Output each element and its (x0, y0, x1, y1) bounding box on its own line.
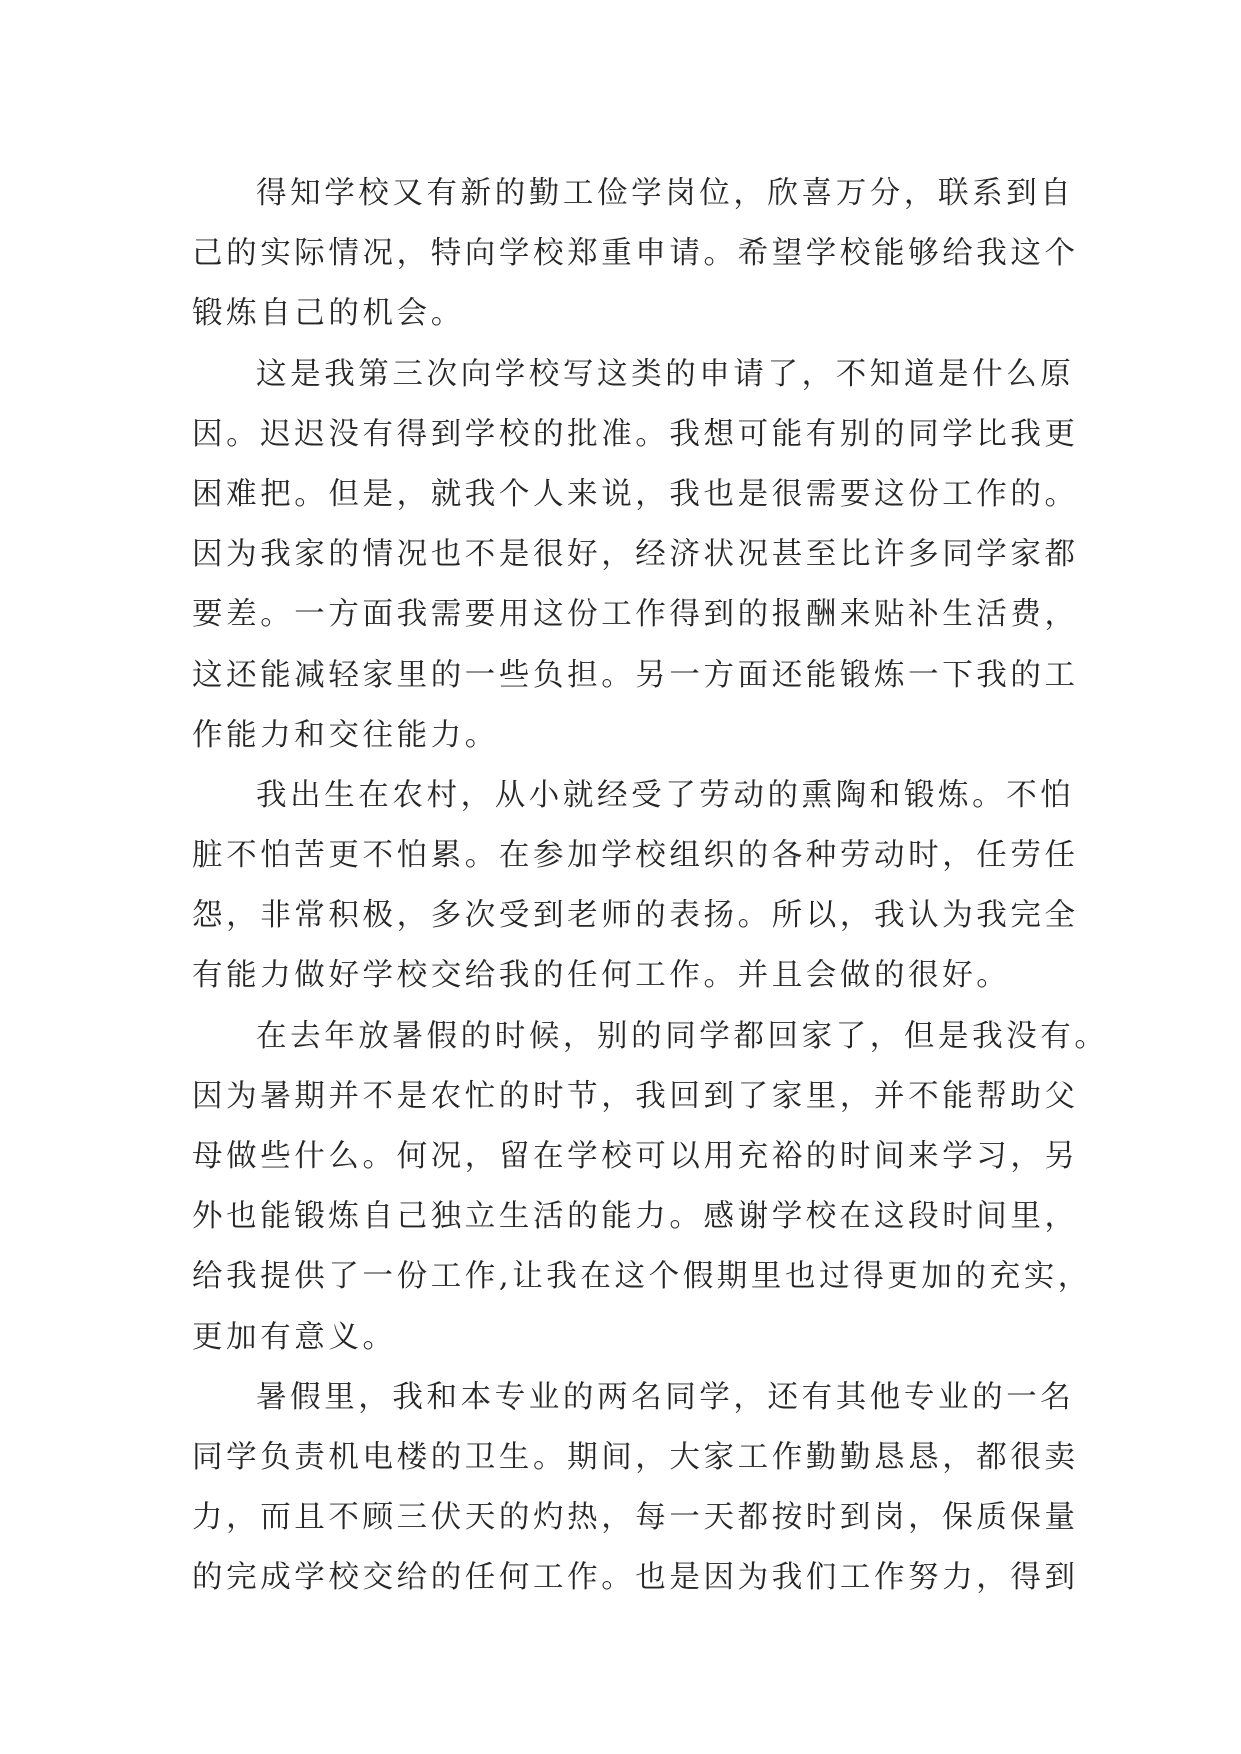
text-line: 这还能减轻家里的一些负担。另一方面还能锻炼一下我的工 (192, 657, 1079, 693)
text-line: 得知学校又有新的勤工俭学岗位，欣喜万分，联系到自 (256, 176, 1075, 211)
text-line: 有能力做好学校交给我的任何工作。并且会做的很好。 (192, 958, 1011, 994)
text-line: 这是我第三次向学校写这类的申请了，不知道是什么原 (256, 356, 1075, 392)
text-line: 己的实际情况，特向学校郑重申请。希望学校能够给我这个 (192, 236, 1079, 272)
text-line: 同学负责机电楼的卫生。期间，大家工作勤勤恳恳，都很卖 (192, 1439, 1079, 1475)
text-line: 更加有意义。 (192, 1319, 397, 1355)
text-line: 要差。一方面我需要用这份工作得到的报酬来贴补生活费， (192, 597, 1079, 633)
paragraph-2 (192, 345, 1079, 766)
text-line: 困难把。但是，就我个人来说，我也是很需要这份工作的。 (192, 476, 1079, 512)
paragraph-4 (192, 1007, 1109, 1368)
text-line: 母做些什么。何况，留在学校可以用充裕的时间来学习，另 (192, 1139, 1079, 1174)
text-line: 因为我家的情况也不是很好，经济状况甚至比许多同学家都 (192, 537, 1079, 573)
text-line: 作能力和交往能力。 (192, 717, 499, 753)
text-line: 暑假里，我和本专业的两名同学，还有其他专业的一名 (256, 1379, 1075, 1415)
text-line: 给我提供了一份工作,让我在这个假期里也过得更加的充实， (192, 1259, 1092, 1295)
text-line: 锻炼自己的机会。 (192, 296, 465, 332)
document-body (192, 164, 1109, 1609)
paragraph-3 (192, 766, 1079, 1007)
paragraph-1 (192, 164, 1079, 345)
text-line: 在去年放暑假的时候，别的同学都回家了，但是我没有。 (256, 1018, 1109, 1054)
text-line: 怨，非常积极，多次受到老师的表扬。所以，我认为我完全 (192, 898, 1079, 934)
text-line: 我出生在农村，从小就经受了劳动的熏陶和锻炼。不怕 (256, 777, 1075, 813)
text-line: 力，而且不顾三伏天的灼热，每一天都按时到岗，保质保量 (192, 1500, 1079, 1536)
text-line: 外也能锻炼自己独立生活的能力。感谢学校在这段时间里， (192, 1199, 1079, 1235)
text-line: 的完成学校交给的任何工作。也是因为我们工作努力，得到 (192, 1560, 1079, 1596)
paragraph-5 (192, 1368, 1079, 1609)
text-line: 脏不怕苦更不怕累。在参加学校组织的各种劳动时，任劳任 (192, 838, 1079, 874)
text-line: 因。迟迟没有得到学校的批准。我想可能有别的同学比我更 (192, 416, 1079, 452)
text-line: 因为暑期并不是农忙的时节，我回到了家里，并不能帮助父 (192, 1078, 1079, 1114)
